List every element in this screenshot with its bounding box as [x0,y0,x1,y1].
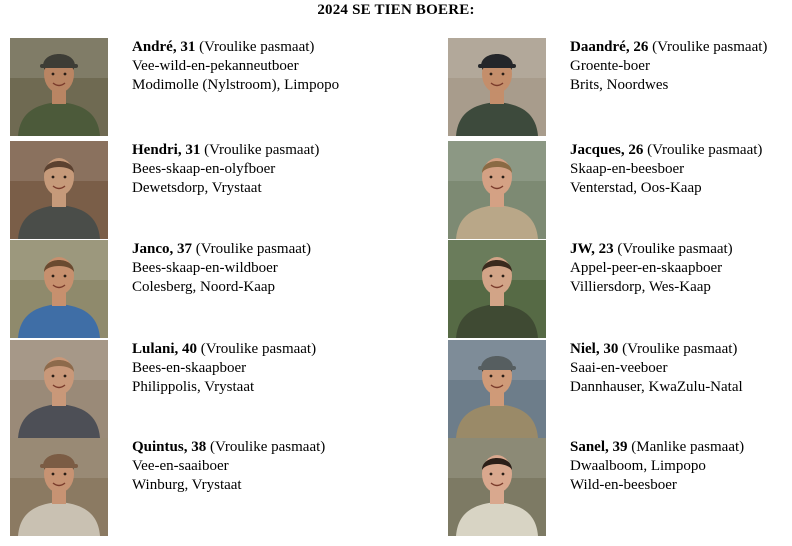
farmer-name: Sanel, 39 [570,439,628,455]
farmer-partner: (Vroulike pasmaat) [195,241,312,257]
farmer-line-2: Bees-skaap-en-wildboer [132,260,278,276]
farmer-line-3: Brits, Noordwes [570,77,669,93]
farmer-photo [448,240,546,338]
farmer-info [570,141,762,198]
farmer-photo [448,438,546,536]
farmer-heading [570,438,744,457]
farmer-photo [10,340,108,438]
farmer-info [132,438,325,495]
farmer-entry [448,141,788,239]
farmer-entry [10,38,430,136]
farmer-heading [132,141,319,160]
farmer-info [132,240,311,297]
farmer-info [570,438,744,495]
farmer-name: JW, 23 [570,241,614,257]
farmer-entry [448,240,788,338]
farmer-entry [10,438,430,536]
farmer-partner: (Vroulike pasmaat) [617,241,733,257]
farmer-line-3: Venterstad, Oos-Kaap [570,180,702,196]
farmer-line-3: Philippolis, Vrystaat [132,379,255,395]
farmer-partner: (Vroulike pasmaat) [647,142,763,158]
farmer-line-2: Bees-skaap-en-olyfboer [132,161,276,177]
farmer-line-3: Wild-en-beesboer [570,477,677,493]
farmer-name: Quintus, 38 [132,439,207,455]
farmer-heading [570,240,733,259]
farmer-line-2: Appel-peer-en-skaapboer [570,260,723,276]
farmer-line-3: Colesberg, Noord-Kaap [132,279,276,295]
farmer-entry [448,340,788,438]
farmer-partner: (Vroulike pasmaat) [200,341,317,357]
farmer-line-2: Vee-wild-en-pekanneutboer [132,58,299,74]
farmer-partner: (Vroulike pasmaat) [209,439,326,455]
farmer-entry [448,438,788,536]
farmer-line-2: Bees-en-skaapboer [132,360,247,376]
farmer-heading [570,340,743,359]
farmer-heading [570,141,762,160]
farmer-line-3: Villiersdorp, Wes-Kaap [570,279,711,295]
farmer-line-2: Saai-en-veeboer [570,360,668,376]
farmer-partner: (Vroulike pasmaat) [622,341,738,357]
farmer-heading [132,38,339,57]
farmer-partner: (Manlike pasmaat) [631,439,745,455]
farmer-heading [570,38,767,57]
farmer-name: Janco, 37 [132,241,192,257]
farmer-photo [10,240,108,338]
farmer-info [570,340,743,397]
farmer-heading [132,340,316,359]
farmer-info [132,38,339,95]
farmer-photo [448,340,546,438]
page-title: 2024 SE TIEN BOERE: [317,2,475,18]
farmer-line-2: Dwaalboom, Limpopo [570,458,706,474]
farmer-partner: (Vroulike pasmaat) [204,142,320,158]
farmer-name: Lulani, 40 [132,341,198,357]
farmer-partner: (Vroulike pasmaat) [652,39,768,55]
farmer-name: Hendri, 31 [132,142,201,158]
farmer-photo [448,141,546,239]
farmer-entry [10,240,430,338]
farmer-heading [132,438,325,457]
farmer-entry [10,340,430,438]
farmer-partner: (Vroulike pasmaat) [199,39,315,55]
farmer-name: Niel, 30 [570,341,619,357]
farmer-name: André, 31 [132,39,196,55]
farmer-line-2: Skaap-en-beesboer [570,161,685,177]
farmer-photo [10,438,108,536]
farmer-line-2: Vee-en-saaiboer [132,458,229,474]
farmer-info [132,141,319,198]
farmer-photo [448,38,546,136]
farmer-entry [10,141,430,239]
farmer-line-3: Dewetsdorp, Vrystaat [132,180,262,196]
farmer-name: Jacques, 26 [570,142,644,158]
farmer-heading [132,240,311,259]
farmer-line-3: Modimolle (Nylstroom), Limpopo [132,77,340,93]
farmer-info [570,240,733,297]
farmer-info [132,340,316,397]
farmer-name: Daandré, 26 [570,39,649,55]
farmer-line-3: Dannhauser, KwaZulu-Natal [570,379,743,395]
farmer-photo [10,141,108,239]
farmer-info [570,38,767,95]
farmer-entry [448,38,788,136]
farmer-photo [10,38,108,136]
farmer-line-2: Groente-boer [570,58,650,74]
farmer-line-3: Winburg, Vrystaat [132,477,242,493]
